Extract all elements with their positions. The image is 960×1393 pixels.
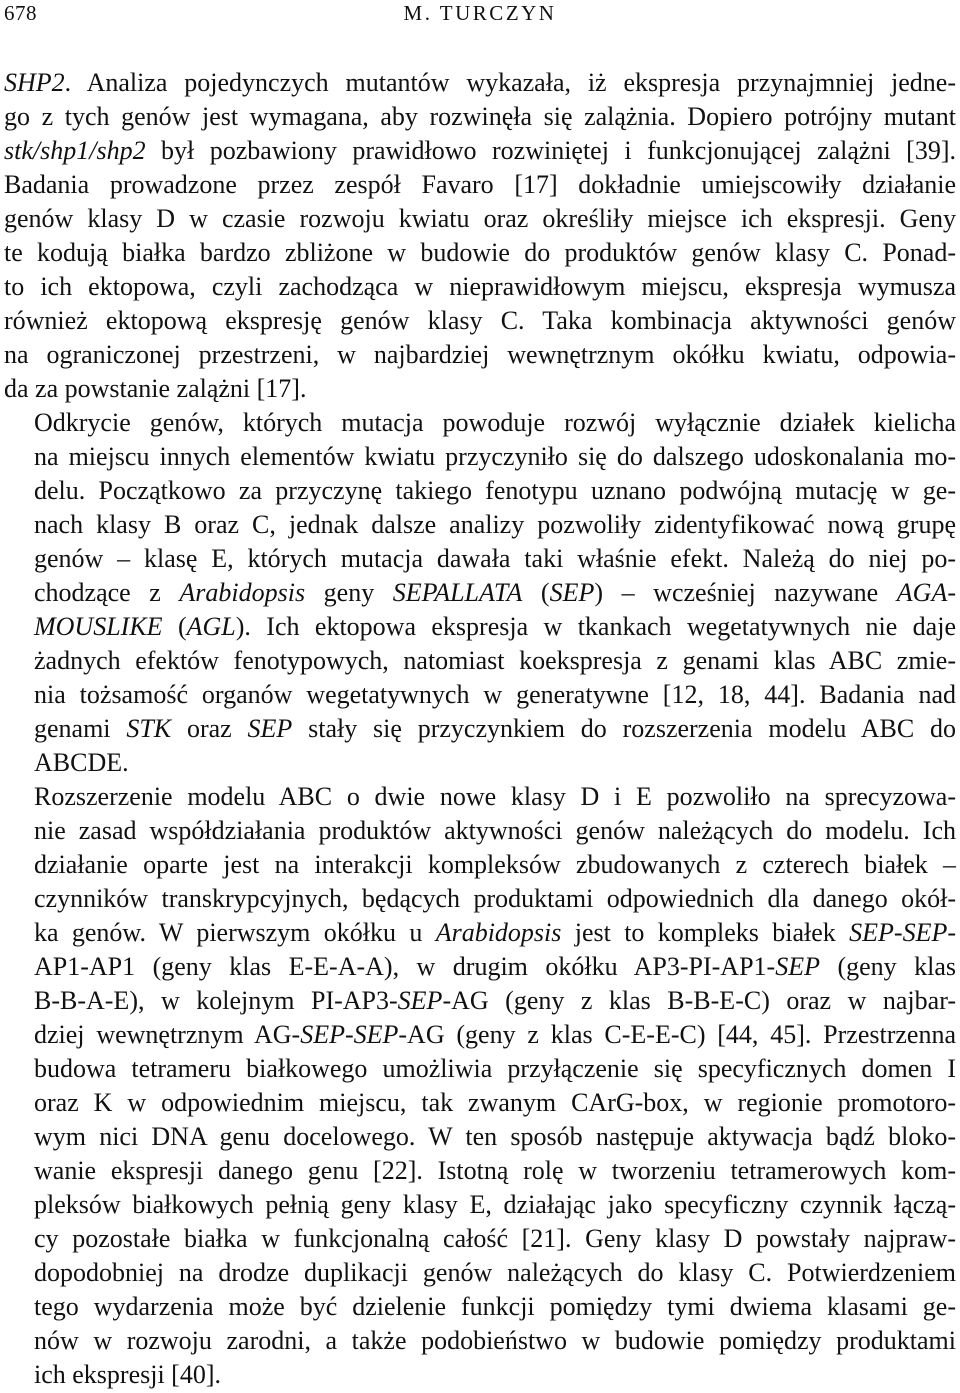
text-line: te kodują białka bardzo zbliżone w budowie do produktów genów klasy C. Ponad- xyxy=(4,238,956,267)
italic-term: Arabidopsis xyxy=(179,578,306,607)
article-body xyxy=(4,66,956,1392)
italic-term: SEP xyxy=(849,918,894,947)
italic-term: SEP xyxy=(247,714,293,743)
text-line: dopodobniej na drodze duplikacji genów należących do klasy C. Potwierdzeniem xyxy=(34,1258,956,1287)
text-line: budowa tetrameru białkowego umożliwia przyłączenie się specyficznych domen I xyxy=(34,1054,956,1083)
text-line: ABCDE. xyxy=(34,748,129,777)
text-line: AP1-AP1 (geny klas E-E-A-A), w drugim okółku AP3-PI-AP1-SEP (geny klas xyxy=(34,952,956,981)
page-number: 678 xyxy=(4,1,37,25)
running-head-author: M. TURCZYN xyxy=(403,1,557,25)
page-header xyxy=(4,0,956,26)
text-line: chodzące z Arabidopsis geny SEPALLATA (SEP) – wcześniej nazywane AGA- xyxy=(34,578,956,607)
text-line: to ich ektopowa, czyli zachodząca w nieprawidłowym miejscu, ekspresja wymusza xyxy=(4,272,956,301)
text-line: żadnych efektów fenotypowych, natomiast koekspresja z genami klas ABC zmie- xyxy=(34,646,956,675)
text-line: działanie oparte jest na interakcji kompleksów zbudowanych z czterech białek – xyxy=(34,850,956,879)
italic-term: MOUSLIKE xyxy=(34,612,163,641)
text-line: tego wydarzenia może być dzielenie funkcji pomiędzy tymi dwiema klasami ge- xyxy=(34,1292,956,1321)
text-line: nia tożsamość organów wegetatywnych w generatywne [12, 18, 44]. Badania nad xyxy=(34,680,956,709)
text-line: MOUSLIKE (AGL). Ich ektopowa ekspresja w tkankach wegetatywnych nie daje xyxy=(34,612,956,641)
text-line: ich ekspresji [40]. xyxy=(34,1360,222,1389)
text-line: wanie ekspresji danego genu [22]. Istotną rolę w tworzeniu tetramerowych kom- xyxy=(34,1156,956,1185)
text-line: dziej wewnętrznym AG-SEP-SEP-AG (geny z klas C-E-E-C) [44, 45]. Przestrzenna xyxy=(34,1020,956,1049)
paragraph-2 xyxy=(4,406,956,780)
text-line: Rozszerzenie modelu ABC o dwie nowe klasy D i E pozwoliło na sprecyzowa- xyxy=(34,782,956,811)
text-line: na ograniczonej przestrzeni, w najbardziej wewnętrznym okółku kwiatu, odpowia- xyxy=(4,340,956,369)
text-line: Odkrycie genów, których mutacja powoduje rozwój wyłącznie działek kielicha xyxy=(34,408,956,437)
text-line: wym nici DNA genu docelowego. W ten sposób następuje aktywacja bądź bloko- xyxy=(34,1122,956,1151)
text-line: ka genów. W pierwszym okółku u Arabidopsis jest to kompleks białek SEP-SEP- xyxy=(34,918,956,947)
text-line: nach klasy B oraz C, jednak dalsze analizy pozwoliły zidentyfikować nową grupę xyxy=(34,510,956,539)
text-line: delu. Początkowo za przyczynę takiego fenotypu uznano podwójną mutację w ge- xyxy=(34,476,956,505)
italic-term: Arabidopsis xyxy=(435,918,562,947)
italic-term: SEP xyxy=(397,986,443,1015)
paragraph-3 xyxy=(4,780,956,1392)
italic-term: SEP xyxy=(775,952,820,981)
text-line: SHP2. Analiza pojedynczych mutantów wykazała, iż ekspresja przynajmniej jedne- xyxy=(4,68,956,97)
italic-term: AGA- xyxy=(896,578,956,607)
italic-term: SEP xyxy=(902,918,948,947)
text-line: pleksów białkowych pełnią geny klasy E, działając jako specyficzny czynnik łączą- xyxy=(34,1190,956,1219)
text-line: genami STK oraz SEP stały się przyczynkiem do rozszerzenia modelu ABC do xyxy=(34,714,956,743)
text-line: nie zasad współdziałania produktów aktywności genów należących do modelu. Ich xyxy=(34,816,956,845)
paragraph-1 xyxy=(4,66,956,406)
text-line: genów – klasę E, których mutacja dawała taki właśnie efekt. Należą do niej po- xyxy=(34,544,956,573)
text-line: B-B-A-E), w kolejnym PI-AP3-SEP-AG (geny z klas B-B-E-C) oraz w najbar- xyxy=(34,986,956,1015)
italic-term: SHP2 xyxy=(4,68,65,97)
text-line: na miejscu innych elementów kwiatu przyczyniło się do dalszego udoskonalania mo- xyxy=(34,442,956,471)
italic-term: SEP xyxy=(300,1020,345,1049)
text-line: nów w rozwoju zarodni, a także podobieństwo w budowie pomiędzy produktami xyxy=(34,1326,956,1355)
italic-term: SEPALLATA xyxy=(392,578,523,607)
text-line: oraz K w odpowiednim miejscu, tak zwanym CArG-box, w regionie promotoro- xyxy=(34,1088,956,1117)
italic-term: STK xyxy=(126,714,172,743)
text-line: go z tych genów jest wymagana, aby rozwinęła się zalążnia. Dopiero potrójny mutant xyxy=(4,102,956,131)
italic-term: SEP xyxy=(353,1020,399,1049)
italic-term: SEP xyxy=(549,578,595,607)
text-line: stk/shp1/shp2 był pozbawiony prawidłowo rozwiniętej i funkcjonującej zalążni [39]. xyxy=(4,136,956,165)
text-line: również ektopową ekspresję genów klasy C. Taka kombinacja aktywności genów xyxy=(4,306,956,335)
italic-term: stk/shp1/shp2 xyxy=(4,136,146,165)
text-line: da za powstanie zalążni [17]. xyxy=(4,374,307,403)
italic-term: AGL xyxy=(186,612,236,641)
text-line: genów klasy D w czasie rozwoju kwiatu oraz określiły miejsce ich ekspresji. Geny xyxy=(4,204,956,233)
text-line: Badania prowadzone przez zespół Favaro [17] dokładnie umiejscowiły działanie xyxy=(4,170,956,199)
text-line: czynników transkrypcyjnych, będących produktami odpowiednich dla danego okół- xyxy=(34,884,956,913)
text-line: cy pozostałe białka w funkcjonalną całość [21]. Geny klasy D powstały najpraw- xyxy=(34,1224,956,1253)
